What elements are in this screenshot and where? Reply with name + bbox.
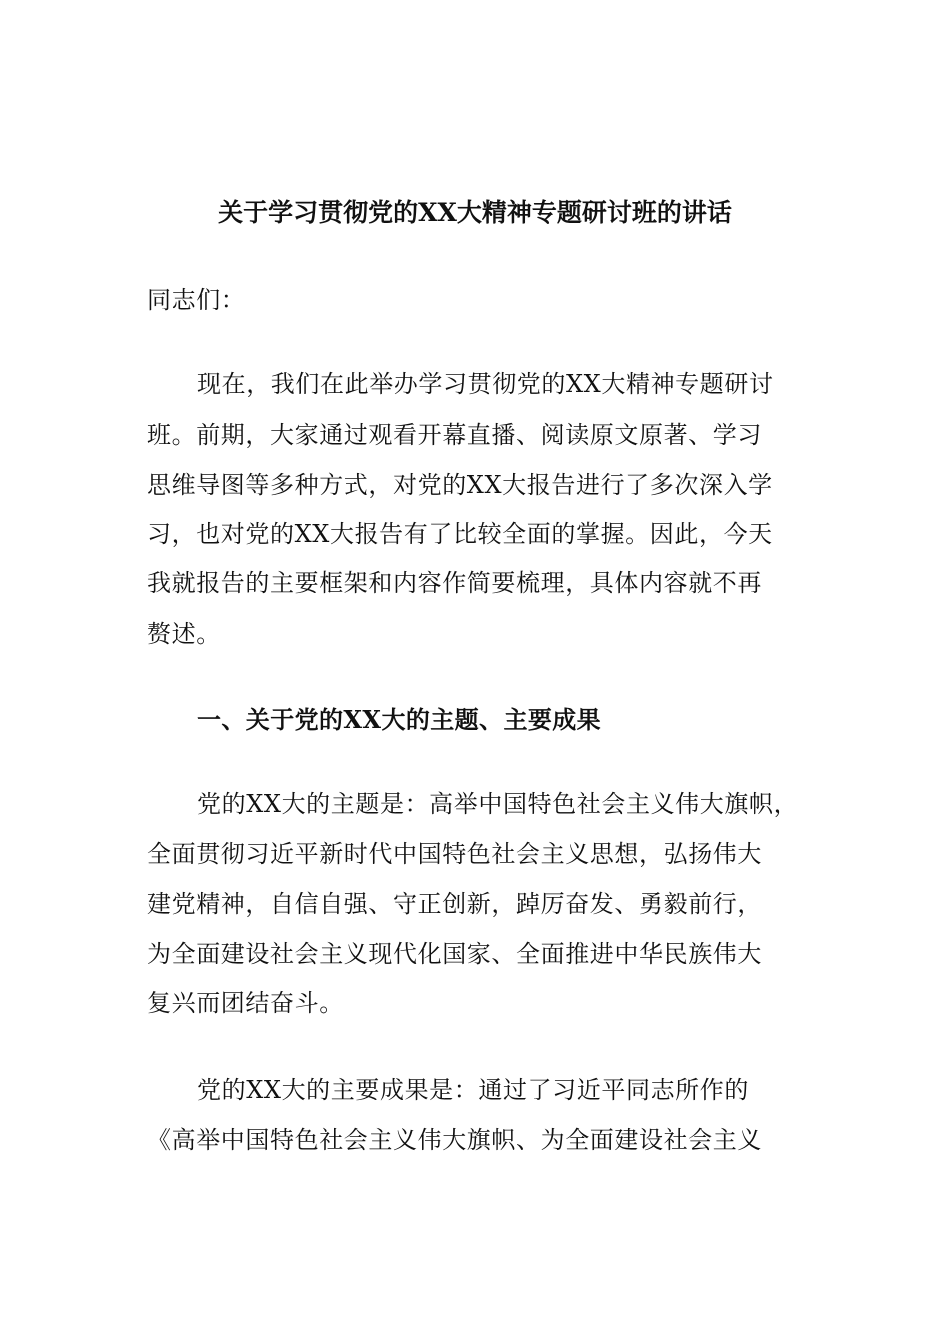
paragraph-2-line-4: 为全面建设社会主义现代化国家、全面推进中华民族伟大 <box>147 940 762 968</box>
paragraph-1-line-6: 赘述。 <box>147 620 221 648</box>
paragraph-1-line-3: 思维导图等多种方式，对党的XX大报告进行了多次深入学 <box>147 471 773 499</box>
paragraph-2-line-1: 党的XX大的主题是：高举中国特色社会主义伟大旗帜， <box>197 790 799 818</box>
paragraph-2-line-3: 建党精神，自信自强、守正创新，踔厉奋发、勇毅前行， <box>147 890 762 918</box>
paragraph-3-line-2: 《高举中国特色社会主义伟大旗帜、为全面建设社会主义 <box>147 1126 762 1154</box>
paragraph-3-line-1: 党的XX大的主要成果是：通过了习近平同志所作的 <box>197 1076 749 1104</box>
paragraph-1-line-5: 我就报告的主要框架和内容作简要梳理，具体内容就不再 <box>147 569 762 597</box>
paragraph-2-line-5: 复兴而团结奋斗。 <box>147 989 344 1017</box>
paragraph-1-line-2: 班。前期，大家通过观看开幕直播、阅读原文原著、学习 <box>147 421 762 449</box>
paragraph-1-line-4: 习，也对党的XX大报告有了比较全面的掌握。因此，今天 <box>147 520 773 548</box>
paragraph-2-line-2: 全面贯彻习近平新时代中国特色社会主义思想，弘扬伟大 <box>147 840 762 868</box>
paragraph-1-line-1: 现在，我们在此举办学习贯彻党的XX大精神专题研讨 <box>197 370 774 398</box>
salutation: 同志们： <box>147 286 246 314</box>
section-1-heading: 一、关于党的XX大的主题、主要成果 <box>197 705 602 734</box>
document-title: 关于学习贯彻党的XX大精神专题研讨班的讲话 <box>218 198 732 227</box>
